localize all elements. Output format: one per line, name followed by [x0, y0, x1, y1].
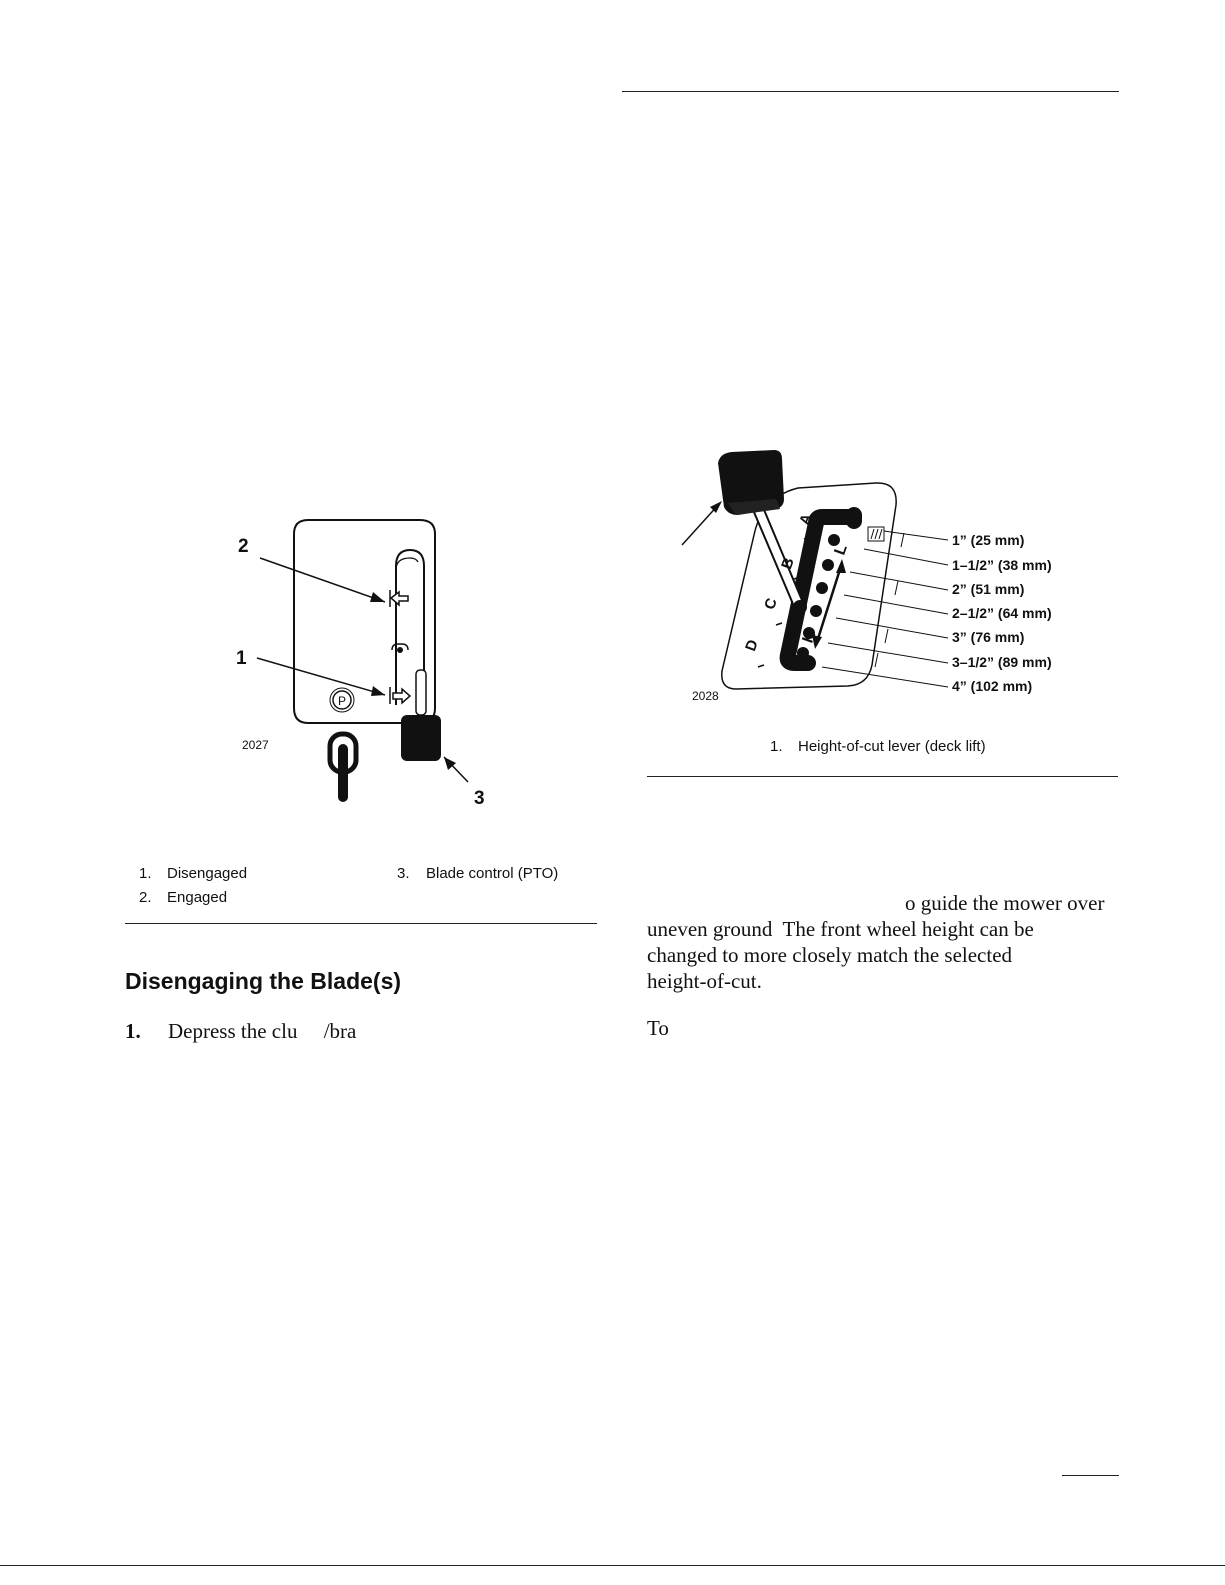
range-letter-h: H	[799, 628, 820, 646]
blade-control-figure	[230, 510, 510, 810]
left-figure-rule	[125, 923, 597, 924]
height-of-cut-figure	[676, 445, 1076, 710]
brake-lever	[330, 734, 356, 802]
body-line-3: changed to more closely match the selected	[647, 943, 1013, 967]
caption-num-3: 3.	[397, 865, 410, 882]
page-number-rule	[1062, 1475, 1119, 1476]
caption-blade-control: Blade control (PTO)	[426, 865, 559, 882]
height-label-5: 3” (76 mm)	[952, 629, 1025, 645]
height-label-4: 2–1/2” (64 mm)	[952, 605, 1052, 621]
parking-brake-icon	[330, 688, 354, 712]
callout-1: 1	[236, 648, 247, 669]
body-para-2: To	[647, 1016, 669, 1040]
caption-num-1: 1.	[139, 865, 152, 882]
pto-knob	[401, 715, 441, 761]
bottom-rule	[0, 1565, 1225, 1566]
range-letter-l: L	[831, 542, 851, 558]
height-label-3: 2” (51 mm)	[952, 581, 1025, 597]
height-label-7: 4” (102 mm)	[952, 678, 1033, 694]
top-rule	[622, 91, 1119, 92]
callout-3: 3	[474, 788, 485, 809]
body-line-2: uneven ground The front wheel height can be	[647, 917, 1034, 941]
gate-letter-c: C	[761, 595, 781, 612]
caption-height-of-cut-lever: Height-of-cut lever (deck lift)	[798, 738, 986, 755]
right-figure-rule	[647, 776, 1118, 777]
svg-text:P: P	[338, 694, 347, 708]
gate-letter-d: D	[742, 637, 762, 654]
figure-number-left: 2027	[242, 738, 269, 752]
caption-engaged: Engaged	[167, 889, 228, 906]
height-label-6: 3–1/2” (89 mm)	[952, 654, 1052, 670]
body-line-1: o guide the mower over	[905, 891, 1105, 915]
callout-2: 2	[238, 536, 249, 557]
height-label-2: 1–1/2” (38 mm)	[952, 557, 1052, 573]
figure-number-right: 2028	[692, 689, 719, 703]
caption-num-2: 2.	[139, 889, 152, 906]
gate-letter-a: A	[796, 511, 816, 528]
height-label-1: 1” (25 mm)	[952, 532, 1025, 548]
gate-letter-b: B	[778, 555, 798, 572]
section-heading: Disengaging the Blade(s)	[125, 968, 402, 994]
step-text: Depress the clu /bra	[168, 1019, 357, 1043]
body-line-4: height-of-cut.	[647, 969, 762, 993]
caption-right-num: 1.	[770, 738, 783, 755]
caption-disengaged: Disengaged	[167, 865, 248, 882]
step-number: 1.	[125, 1019, 141, 1043]
